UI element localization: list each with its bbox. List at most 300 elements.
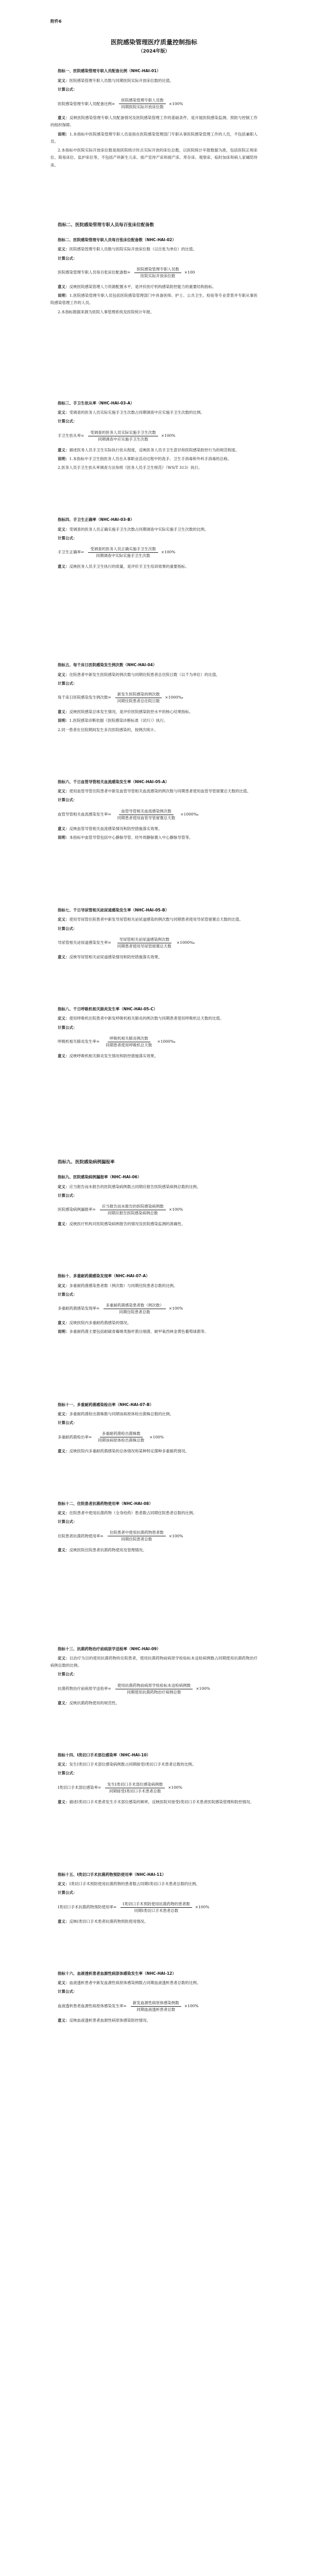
paragraph-label: 定义： <box>58 1655 70 1660</box>
formula-fraction <box>119 97 166 110</box>
paragraph-label: 定义： <box>58 1510 70 1515</box>
indicator-paragraph <box>50 526 258 533</box>
paragraph-label: 意义： <box>58 826 70 831</box>
formula-fraction <box>115 691 162 704</box>
formula-numerator: 应当报告而未报告的医院感染病例数 <box>100 1204 166 1210</box>
spacer <box>50 572 258 654</box>
paragraph-text: 使用导尿管住院患者中新发导尿管相关泌尿道感染的例次数与同期患者使用导尿管留置总天数的比值。 <box>69 917 243 922</box>
indicator-heading: 指标七、千日导尿管相关泌尿道感染发生率（NHC-HAI-05-B） <box>58 908 169 913</box>
indicator-block <box>50 1006 258 1060</box>
indicator-group-2 <box>50 236 258 374</box>
formula-numerator: 新发血源性病原体感染例数 <box>131 2000 181 2007</box>
document-title: 医院感染管理医疗质量控制指标 <box>110 39 197 46</box>
paragraph-text: 应当报告而未报告的医院感染病例数占同期应报告医院感染病例总数的比例。 <box>69 1184 201 1189</box>
spacer <box>50 1337 258 1394</box>
paragraph-label: 意义： <box>58 1053 70 1058</box>
paragraph-label: 说明： <box>58 835 70 840</box>
paragraph-label: 计算公式： <box>58 1193 77 1198</box>
formula-lhs: 医院感染病例漏报率= <box>58 1207 96 1212</box>
indicator-paragraph <box>50 464 258 471</box>
paragraph-text: 多重耐药菌感染患者数（例次数）与同期住院患者总数的比例。 <box>69 1283 178 1288</box>
paragraph-text: 反映医务人员手卫生执行的质量，是评价手卫生培训效果的重要指标。 <box>69 564 189 569</box>
indicator-paragraph <box>50 283 258 291</box>
formula-denominator: 同期住院患者总住院日数 <box>117 699 160 704</box>
formula-lhs: 手卫生依从率= <box>58 433 84 438</box>
paragraph-text: 反映导尿管相关泌尿道感染情况和防控措施落实效果。 <box>69 954 162 959</box>
indicator-paragraph <box>50 1880 258 1888</box>
formula-denominator: 同期Ⅰ类切口手术患者总数 <box>134 1908 179 1913</box>
paragraph-label: 定义： <box>58 1016 70 1021</box>
formula-denominator: 同期调查中应实施手卫生次数 <box>98 436 148 442</box>
paragraph-label: 定义： <box>58 1882 70 1886</box>
indicator-paragraph <box>50 1988 258 1995</box>
formula-lhs: 手卫生正确率= <box>58 550 84 555</box>
paragraph-text: 反映呼吸机相关肺炎发生情况和防控措施落实效果。 <box>69 1053 158 1058</box>
paragraph-text: Ⅰ类切口手术预防使用抗菌药物的患者数占同期Ⅰ类切口手术患者总数的比例。 <box>69 1882 200 1886</box>
formula-multiplier: ×100% <box>168 1306 183 1311</box>
indicator-paragraph <box>50 1419 258 1427</box>
indicator-heading: 指标十、多重耐药菌感染发现率（NHC-HAI-07-A） <box>58 1274 150 1279</box>
paragraph-text: 2.本指标中医院实际开放床位数是指医院统计时点实际开放的床位总数，以医院统计年报数据为准，包括医院正规床位、简易床位、监护床位等，不包括产科新生儿床、接产室待产床和接产床、库存床、观察床、临时加床和病人家属陪侍床。 <box>50 148 258 167</box>
paragraph-label: 定义： <box>58 1980 70 1985</box>
indicator-block <box>50 1401 258 1455</box>
indicator-formula <box>58 97 258 110</box>
paragraph-label: 计算公式： <box>58 1025 77 1030</box>
formula-numerator: 呼吸机相关肺炎例次数 <box>108 1036 150 1042</box>
indicator-paragraph <box>50 954 258 961</box>
spacer <box>50 1229 258 1265</box>
formula-multiplier: ×100 <box>184 270 195 275</box>
paragraph-text: 反映医院感染总体发生情况，是评价医院感染防控水平的核心结果指标。 <box>69 709 193 715</box>
indicator-paragraph <box>50 1770 258 1777</box>
formula-multiplier: ×100% <box>168 1785 182 1790</box>
paragraph-label: 意义： <box>58 115 70 121</box>
paragraph-text: 1.本指标中手卫生指医务人员在从事职业活动过程中的洗手、卫生手消毒和外科手消毒的总称。 <box>69 456 232 461</box>
paragraph-label: 说明： <box>58 456 70 461</box>
formula-denominator: 同期患者使用导尿管留置总天数 <box>117 943 171 948</box>
indicator-formula <box>58 1302 258 1315</box>
indicator-paragraph <box>50 563 258 570</box>
paragraph-text: 2.同一患者在住院期间发生多次医院感染的，按例次统计。 <box>58 727 158 732</box>
paragraph-label: 计算公式： <box>58 1672 77 1677</box>
indicator-paragraph <box>50 147 258 169</box>
indicator-paragraph <box>50 1547 258 1554</box>
formula-lhs: 医院感染管理专职人员配备比例= <box>58 101 115 106</box>
formula-lhs: 血管导管相关血流感染发生率= <box>58 811 111 817</box>
indicator-block <box>50 400 258 472</box>
indicator-block <box>50 778 258 841</box>
spacer <box>50 962 258 998</box>
attachment-label: 附件6 <box>50 19 62 24</box>
formula-numerator: 多重耐药菌感染患者数（例次数） <box>104 1302 166 1309</box>
indicator-paragraph <box>50 1221 258 1228</box>
paragraph-text: 多重耐药菌检出菌株数与同期该病原体检出菌株总数的比例。 <box>69 1411 174 1416</box>
indicator-heading: 指标四、手卫生正确率（NHC-HAI-03-B） <box>58 517 134 522</box>
indicator-paragraph <box>50 309 258 316</box>
paragraph-label: 意义： <box>58 284 70 289</box>
formula-multiplier: ×100% <box>184 2003 199 2008</box>
spacer <box>50 1556 258 1638</box>
paragraph-label: 定义： <box>58 789 70 794</box>
formula-multiplier: ×100% <box>149 1434 164 1439</box>
indicator-heading: 指标十六、血液透析患者血源性病原体感染发生率（NHC-HAI-12） <box>58 1971 176 1976</box>
paragraph-label: 计算公式： <box>58 1771 77 1776</box>
indicator-block <box>50 1752 258 1806</box>
formula-denominator: 同期患者使用血管导管留置总天数 <box>117 815 176 820</box>
paragraph-label: 定义： <box>58 78 70 83</box>
spacer <box>50 1708 258 1744</box>
formula-fraction <box>108 1530 166 1543</box>
indicator-formula <box>58 937 258 950</box>
paragraph-label: 意义： <box>58 1222 70 1226</box>
paragraph-text: 医院感染管理专职人员数与医院实际开放床位数（以百张为单位）的比值。 <box>69 247 197 252</box>
formula-lhs: Ⅰ类切口手术部位感染率= <box>58 1785 101 1790</box>
indicator-heading: 指标六、千日血管导管相关血流感染发生率（NHC-HAI-05-A） <box>58 779 169 784</box>
paragraph-text: 反映血液透析患者血源性病原体感染防控情况。 <box>69 2018 150 2023</box>
indicator-formula <box>58 808 258 821</box>
section-heading-1: 指标二、医院感染管理专职人员每百张床位配备数 <box>58 222 154 228</box>
indicator-paragraph <box>50 726 258 734</box>
paragraph-label: 定义： <box>58 410 70 415</box>
indicator-formula <box>58 691 258 704</box>
formula-denominator: 同期调查中实际实施手卫生次数 <box>96 553 150 558</box>
paragraph-label: 定义： <box>58 1283 70 1288</box>
indicator-paragraph <box>50 1291 258 1298</box>
paragraph-label: 计算公式： <box>58 1420 77 1425</box>
paragraph-label: 计算公式： <box>58 798 77 803</box>
paragraph-label: 计算公式： <box>58 419 77 424</box>
formula-multiplier: ×100% <box>195 1904 210 1909</box>
indicator-paragraph <box>50 292 258 307</box>
paragraph-text: 反映医院内多重耐药菌感染的总体情况和某种特定菌种多重耐药情况。 <box>69 1449 189 1454</box>
indicator-formula <box>58 1901 258 1914</box>
paragraph-label: 计算公式： <box>58 1989 77 1994</box>
formula-numerator: 受调查的医务人员正确实施手卫生次数 <box>88 546 158 553</box>
indicator-heading: 指标十一、多重耐药菌感染检出率（NHC-HAI-07-B） <box>58 1402 154 1407</box>
indicator-paragraph <box>50 825 258 833</box>
paragraph-text: 住院患者中新发生医院感染的例次数与同期住院患者总住院日数（以千为单位）的比值。 <box>69 672 220 677</box>
paragraph-label: 计算公式： <box>58 1890 77 1895</box>
document-subtitle: （2024年版） <box>138 49 170 55</box>
indicator-heading: 指标二、医院感染管理专职人员每百张床位配备数（NHC-HAI-02） <box>58 238 176 243</box>
spacer <box>50 317 258 374</box>
formula-fraction <box>105 1782 165 1794</box>
paragraph-label: 意义： <box>58 1919 70 1924</box>
paragraph-text: 描述Ⅰ类切口手术患者发生手术部位感染的频率，反映医院对接受Ⅰ类切口手术患者医院感染管理和防控情况。 <box>69 1799 254 1804</box>
paragraph-text: 发生Ⅰ类切口手术部位感染病例数占同期接受Ⅰ类切口手术患者总数的比例。 <box>69 1762 196 1767</box>
indicator-paragraph <box>50 1889 258 1896</box>
paragraph-label: 意义： <box>58 2018 70 2023</box>
formula-numerator: 医院感染管理专职人员数 <box>119 97 166 104</box>
spacer <box>50 473 258 509</box>
formula-multiplier: ×100% <box>161 550 176 555</box>
formula-lhs: 血液透析患者血源性病原体感染发生率= <box>58 2003 127 2008</box>
formula-multiplier: ×1000‰ <box>165 695 183 700</box>
indicator-paragraph <box>50 255 258 262</box>
indicator-heading: 指标三、手卫生依从率（NHC-HAI-03-A） <box>58 400 134 405</box>
indicator-group-3 <box>50 400 258 1144</box>
indicator-paragraph <box>50 1979 258 1987</box>
paragraph-label: 说明： <box>58 1329 70 1334</box>
indicator-paragraph <box>50 246 258 253</box>
paragraph-label: 意义： <box>58 1449 70 1454</box>
paragraph-text: 住院患者中使用抗菌药物（全身给药）患者数占同期住院患者总数的比例。 <box>69 1510 197 1515</box>
indicator-paragraph <box>50 1328 258 1335</box>
paragraph-text: 反映抗菌药物使用的规范性。 <box>69 1700 119 1705</box>
formula-multiplier: ×1000‰ <box>180 811 199 817</box>
indicator-formula <box>58 1431 258 1444</box>
indicator-formula <box>58 430 258 443</box>
indicator-formula <box>58 266 258 279</box>
paragraph-label: 定义： <box>58 1184 70 1189</box>
indicator-heading: 指标十四、Ⅰ类切口手术部位感染率（NHC-HAI-10） <box>58 1752 151 1757</box>
formula-multiplier: ×1000‰ <box>176 940 195 945</box>
indicator-paragraph <box>50 535 258 542</box>
formula-denominator: 同期接受Ⅰ类切口手术患者总数 <box>109 1788 161 1793</box>
indicator-paragraph <box>50 1411 258 1418</box>
paragraph-text: 反映医院住院患者抗菌药物使用及管理情况。 <box>69 1548 147 1553</box>
paragraph-label: 意义： <box>58 564 70 569</box>
paragraph-text: 医院感染管理专职人员数与同期医院实际开放床位数的比值。 <box>69 78 174 83</box>
paragraph-label: 说明： <box>58 293 70 298</box>
formula-fraction <box>88 546 158 559</box>
paragraph-label: 意义： <box>58 1700 70 1705</box>
indicator-paragraph <box>50 717 258 724</box>
paragraph-label: 定义： <box>58 527 70 532</box>
paragraph-text: 1.本指标中医院感染管理专职人员是指在医院感染管理部门专职从事医院感染管理工作的人员，不包括兼职人员。 <box>50 131 258 144</box>
paragraph-text: 描述医务人员手卫生实际执行依从程度，反映医务人员手卫生意识和医院感染防控行为的规范程度。 <box>69 447 239 452</box>
formula-fraction <box>104 1036 154 1048</box>
formula-fraction <box>104 1302 166 1315</box>
formula-numerator: 多重耐药菌检出菌株数 <box>100 1431 143 1437</box>
indicator-heading: 指标十五、Ⅰ类切口手术抗菌药物预防使用率（NHC-HAI-11） <box>58 1872 166 1877</box>
indicator-paragraph <box>50 1183 258 1191</box>
spacer <box>50 171 258 207</box>
formula-multiplier: ×100% <box>161 433 176 438</box>
indicator-paragraph <box>50 1192 258 1199</box>
formula-multiplier: ×100% <box>168 1533 183 1538</box>
indicator-paragraph <box>50 680 258 687</box>
spacer <box>50 735 258 771</box>
formula-lhs: 住院患者抗菌药物使用率= <box>58 1533 104 1538</box>
indicator-block <box>50 1871 258 1925</box>
formula-fraction <box>115 808 178 821</box>
indicator-paragraph <box>50 834 258 841</box>
indicator-block <box>50 1273 258 1335</box>
indicator-block <box>50 662 258 734</box>
paragraph-label: 计算公式： <box>58 256 77 261</box>
paragraph-text: 2.医务人员手卫生依从率调查方法参照《医务人员手卫生规范》（WS/T 313）执行。 <box>58 465 202 470</box>
indicator-paragraph <box>50 1700 258 1707</box>
paragraph-text: 以治疗为目的使用抗菌药物的住院患者，使用抗菌药物前病原学检验标本送检病例数占同期使用抗菌药物治疗病例总数的比例。 <box>50 1655 258 1668</box>
formula-denominator: 同期使用抗菌药物治疗病例总数 <box>127 1689 181 1694</box>
spacer <box>50 1061 258 1144</box>
indicator-block <box>50 236 258 316</box>
formula-fraction <box>134 266 181 279</box>
indicator-group-1 <box>50 67 258 207</box>
formula-multiplier: ×1000‰ <box>157 1039 176 1044</box>
paragraph-label: 计算公式： <box>58 926 77 931</box>
indicator-formula <box>58 1683 258 1696</box>
paragraph-label: 计算公式： <box>58 535 77 540</box>
indicator-paragraph <box>50 1319 258 1327</box>
indicator-paragraph <box>50 925 258 933</box>
indicator-paragraph <box>50 418 258 425</box>
indicator-block <box>50 1646 258 1707</box>
paragraph-text: 反映医疗机构对医院感染病例报告的情况及医院感染监测的准确性。 <box>69 1222 185 1226</box>
indicator-heading: 指标十二、住院患者抗菌药物使用率（NHC-HAI-08） <box>58 1501 153 1506</box>
indicator-block <box>50 907 258 961</box>
paragraph-text: 血液透析患者中新发血源性病原体感染例数占同期血液透析患者总数的比例。 <box>69 1980 201 1985</box>
indicator-paragraph <box>50 409 258 416</box>
indicator-formula <box>58 1530 258 1543</box>
indicator-paragraph <box>50 114 258 129</box>
indicator-paragraph <box>50 671 258 679</box>
formula-lhs: 抗菌药物治疗前病原学送检率= <box>58 1686 111 1691</box>
indicator-block <box>50 1970 258 2024</box>
paragraph-text: 反映医院内多重耐药菌感染的情况。 <box>69 1320 131 1325</box>
paragraph-text: 1.医院感染管理专职人员包括医院感染管理部门中具备医师、护士、公共卫生、检验等专业背景并专职从事医院感染管理工作的人员。 <box>50 293 258 306</box>
indicator-block <box>50 1174 258 1228</box>
indicator-paragraph <box>50 788 258 795</box>
indicator-paragraph <box>50 1448 258 1455</box>
paragraph-text: 反映Ⅰ类切口手术患者抗菌药物预防使用情况。 <box>69 1919 148 1924</box>
paragraph-text: 受调查的医务人员正确实施手卫生次数占同期调查中实际实施手卫生次数的比例。 <box>69 527 209 532</box>
indicator-group-4 <box>50 1174 258 2044</box>
indicator-heading: 指标八、千日呼吸机相关肺炎发生率（NHC-HAI-05-C） <box>58 1007 158 1012</box>
paragraph-label: 定义： <box>58 1411 70 1416</box>
paragraph-label: 定义： <box>58 917 70 922</box>
formula-fraction <box>96 1431 146 1444</box>
formula-fraction <box>88 430 158 443</box>
paragraph-text: 反映血管导管相关血流感染情况和防控措施落实效果。 <box>69 826 162 831</box>
indicator-formula <box>58 1036 258 1048</box>
formula-numerator: 使用抗菌药物前病原学检验标本送检病例数 <box>115 1683 193 1689</box>
formula-multiplier: ×100% <box>196 1686 211 1691</box>
paragraph-label: 意义： <box>58 709 70 715</box>
formula-fraction <box>121 1901 192 1914</box>
formula-numerator: 导尿管相关泌尿道感染例次数 <box>117 937 172 943</box>
formula-lhs: 每千床日医院感染发生例次数= <box>58 695 111 700</box>
indicator-paragraph <box>50 1024 258 1031</box>
paragraph-label: 定义： <box>58 672 70 677</box>
indicator-paragraph <box>50 1671 258 1678</box>
formula-fraction <box>131 2000 181 2013</box>
indicator-paragraph <box>50 1655 258 1670</box>
paragraph-label: 意义： <box>58 1320 70 1325</box>
formula-lhs: 呼吸机相关肺炎发生率= <box>58 1039 100 1044</box>
formula-lhs: 多重耐药菌感染发现率= <box>58 1306 100 1311</box>
formula-denominator: 同期住院患者总数 <box>121 1537 152 1542</box>
indicator-paragraph <box>50 455 258 463</box>
indicator-heading: 指标九、医院感染病例漏报率（NHC-HAI-06） <box>58 1175 142 1180</box>
spacer <box>50 1457 258 1493</box>
formula-denominator: 同期血液透析患者总数 <box>136 2007 176 2012</box>
indicator-paragraph <box>50 86 258 93</box>
formula-numerator: 血管导管相关血流感染例次数 <box>119 808 174 815</box>
indicator-paragraph <box>50 77 258 84</box>
paragraph-text: 2.本指标数据来源为医院人事管理系统及医院统计年报。 <box>58 309 154 314</box>
indicator-paragraph <box>50 1282 258 1290</box>
formula-numerator: 受调查的医务人员实际实施手卫生次数 <box>88 430 158 436</box>
spacer <box>50 1927 258 1963</box>
formula-denominator: 同期住院患者总数 <box>119 1310 150 1314</box>
paragraph-label: 意义： <box>58 954 70 959</box>
formula-multiplier: ×100% <box>168 101 183 106</box>
spacer <box>50 843 258 900</box>
paragraph-label: 计算公式： <box>58 1519 77 1524</box>
formula-fraction <box>115 1683 193 1696</box>
paragraph-text: 1.医院感染诊断依据《医院感染诊断标准（试行）》执行。 <box>69 718 168 723</box>
indicator-heading: 指标五、每千床日医院感染发生例次数（NHC-HAI-04） <box>58 663 157 668</box>
formula-numerator: Ⅰ类切口手术预防使用抗菌药物的患者数 <box>121 1901 192 1908</box>
indicator-paragraph <box>50 2017 258 2024</box>
indicator-formula <box>58 1204 258 1216</box>
paragraph-label: 计算公式： <box>58 681 77 686</box>
indicator-formula <box>58 1782 258 1794</box>
indicator-paragraph <box>50 1761 258 1768</box>
paragraph-label: 说明： <box>58 131 70 137</box>
formula-fraction <box>115 937 174 950</box>
paragraph-label: 意义： <box>58 1799 70 1804</box>
paragraph-label: 计算公式： <box>58 87 77 92</box>
indicator-paragraph <box>50 1015 258 1022</box>
indicator-paragraph <box>50 1510 258 1517</box>
indicator-block <box>50 67 258 169</box>
paragraph-text: 本指标中血管导管包括中心静脉导管、经外周静脉置入中心静脉导管等。 <box>69 835 193 840</box>
formula-lhs: 医院感染管理专职人员每百张床位配备数= <box>58 270 131 275</box>
paragraph-label: 意义： <box>58 1548 70 1553</box>
section-heading-2: 指标九、医院感染病例漏报率 <box>58 1160 115 1165</box>
formula-numerator: 医院感染管理专职人员数 <box>134 266 181 273</box>
indicator-paragraph <box>50 708 258 716</box>
spacer <box>50 1807 258 1864</box>
paragraph-label: 说明： <box>58 718 70 723</box>
formula-fraction <box>100 1204 166 1216</box>
indicator-paragraph <box>50 1799 258 1806</box>
formula-lhs: Ⅰ类切口手术抗菌药物预防使用率= <box>58 1904 117 1909</box>
formula-denominator: 同期医院实际开放床位数 <box>121 105 164 110</box>
indicator-formula <box>58 546 258 559</box>
paragraph-label: 计算公式： <box>58 1292 77 1297</box>
paragraph-label: 意义： <box>58 447 70 452</box>
formula-multiplier: ×100% <box>168 1207 183 1212</box>
paragraph-text: 使用呼吸机住院患者中新发呼吸机相关肺炎的例次数与同期患者使用呼吸机总天数的比值。 <box>69 1016 224 1021</box>
formula-denominator: 医院实际开放床位数 <box>140 273 176 278</box>
paragraph-text: 反映医院感染管理人力资源配置水平，是评价医疗机构感染防控能力的重要结构指标。 <box>69 284 216 289</box>
indicator-heading: 指标十三、抗菌药物治疗前病原学送检率（NHC-HAI-09） <box>58 1646 161 1651</box>
paragraph-text: 反映医院感染管理专职人员配备情况及医院感染管理工作的基础条件，是开展医院感染监测、预防与控制工作的组织保障。 <box>50 115 258 128</box>
formula-lhs: 多重耐药菌检出率= <box>58 1434 92 1439</box>
spacer <box>50 374 258 393</box>
indicator-block <box>50 1500 258 1554</box>
formula-denominator: 同期该病原体检出菌株总数 <box>98 1438 145 1443</box>
indicator-paragraph <box>50 796 258 804</box>
paragraph-text: 使用血管导管住院患者中新发血管导管相关血流感染的例次数与同期患者使用血管导管留置总天数的比值。 <box>69 789 251 794</box>
indicator-paragraph <box>50 131 258 146</box>
indicator-heading: 指标一、医院感染管理专职人员配备比例（NHC-HAI-01） <box>58 69 161 74</box>
formula-numerator: 新发生医院感染的例次数 <box>115 691 162 698</box>
formula-denominator: 同期应报告医院感染病例总数 <box>108 1211 158 1215</box>
indicator-paragraph <box>50 1053 258 1060</box>
indicator-block <box>50 516 258 570</box>
paragraph-label: 定义： <box>58 247 70 252</box>
formula-numerator: 住院患者中使用抗菌药物患者数 <box>108 1530 166 1536</box>
formula-lhs: 导尿管相关泌尿道感染发生率= <box>58 940 111 945</box>
paragraph-text: 多重耐药菌主要包括耐碳青霉烯类肠杆菌目细菌、耐甲氧西林金黄色葡萄球菌等。 <box>69 1329 209 1334</box>
paragraph-label: 定义： <box>58 1762 70 1767</box>
indicator-paragraph <box>50 1918 258 1925</box>
